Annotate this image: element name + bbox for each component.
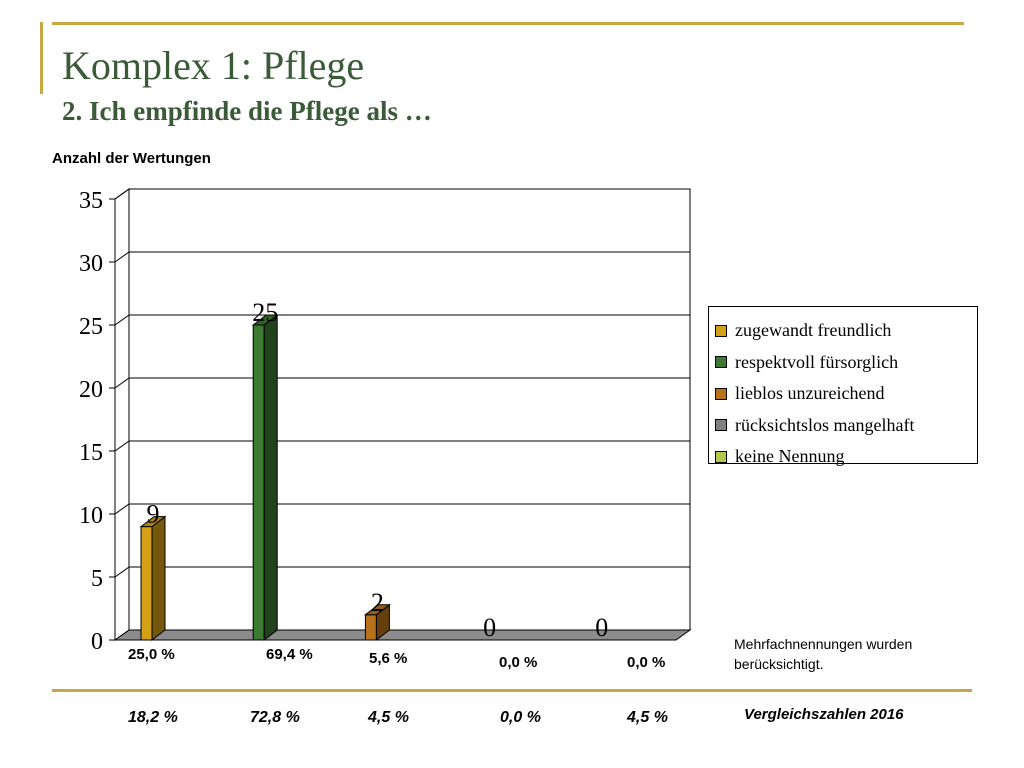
legend-swatch [715,325,727,337]
y-tick-label: 30 [79,251,103,277]
page-title: Komplex 1: Pflege [62,43,365,88]
divider-line [52,689,972,692]
y-tick-label: 25 [79,314,103,340]
comparison-value: 4,5 % [627,709,668,726]
bar-front [253,325,264,640]
legend-swatch [715,388,727,400]
y-tick-label: 10 [79,503,103,529]
y-tick-label: 15 [79,440,103,466]
percentage-label: 69,4 % [266,646,313,663]
comparison-value: 0,0 % [500,709,541,726]
legend-item [709,441,977,473]
legend-label: zugewandt freundlich [735,320,892,341]
legend-item [709,315,977,347]
legend-item [709,347,977,379]
bar-front [141,527,152,640]
legend-item [709,378,977,410]
legend-label: keine Nennung [735,446,845,467]
legend-item [709,410,977,442]
chart-legend [708,306,978,467]
comparison-label: Vergleichszahlen 2016 [744,706,904,723]
legend-swatch [715,419,727,431]
bar-side [152,517,165,640]
percentage-label: 5,6 % [369,650,408,667]
plot-back-wall [129,189,690,630]
y-tick-label: 35 [79,188,103,214]
comparison-value: 18,2 % [128,709,178,726]
y-tick-label: 0 [91,629,103,655]
percentage-label: 0,0 % [499,654,538,671]
page-subtitle: 2. Ich empfinde die Pflege als … [62,96,432,126]
legend-label: respektvoll fürsorglich [735,351,899,372]
legend-label: lieblos unzureichend [735,383,885,404]
bar-front [365,615,376,640]
multiple-answers-note: Mehrfachnennungen wurden berücksichtigt. [734,636,913,672]
comparison-value: 72,8 % [250,709,300,726]
comparison-value: 4,5 % [368,709,409,726]
bar-value-label: 0 [483,613,497,642]
legend-label: rücksichtslos mangelhaft [735,414,915,435]
bar-value-label: 2 [370,587,384,617]
bar-value-label: 9 [146,499,160,529]
y-axis-label: Anzahl der Wertungen [52,150,211,167]
bar-value-label: 0 [595,613,609,642]
y-tick-label: 20 [79,377,103,403]
percentage-label: 0,0 % [627,654,666,671]
legend-swatch [715,356,727,368]
legend-swatch [715,451,727,463]
bar-value-label: 25 [252,298,279,327]
bar-side [264,315,277,640]
y-tick-label: 5 [91,566,103,592]
percentage-label: 25,0 % [128,646,175,663]
